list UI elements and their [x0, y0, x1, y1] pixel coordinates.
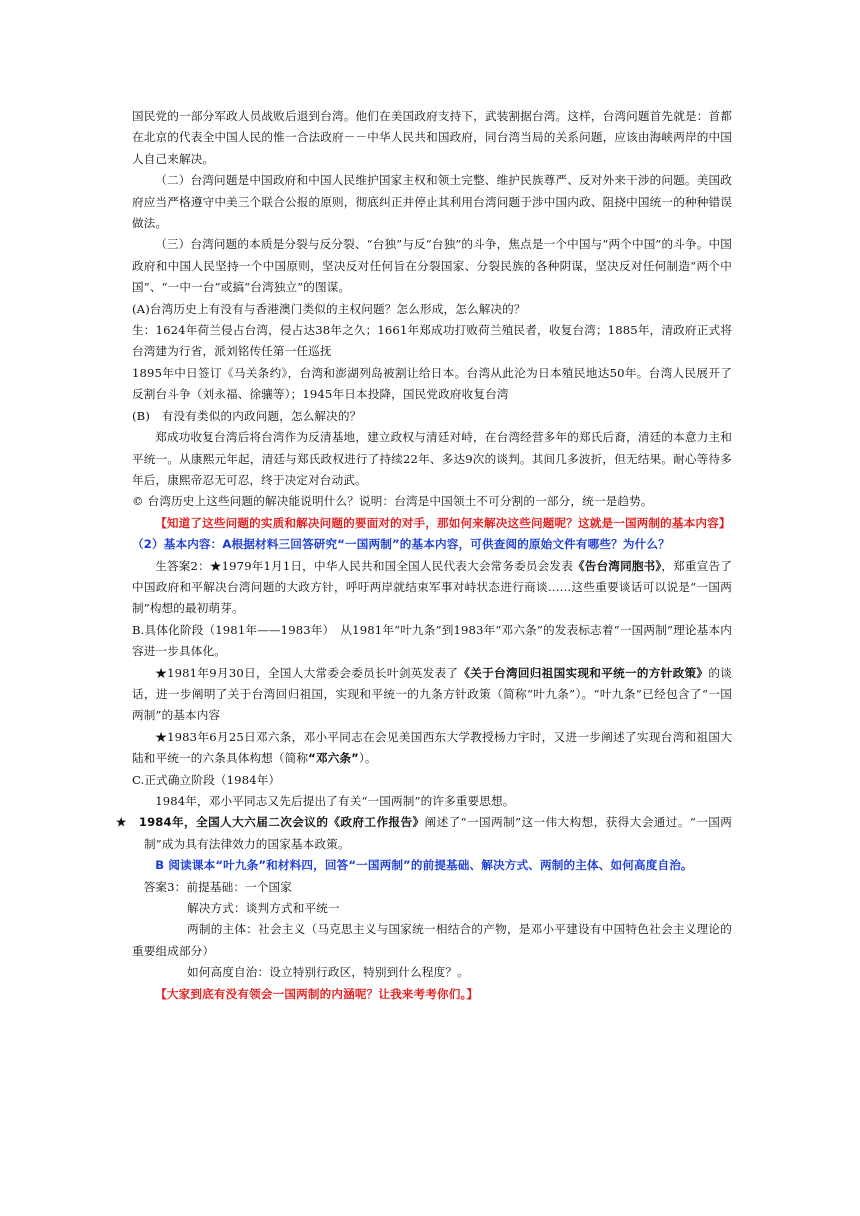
document-page: [116, 106, 732, 1005]
doc-title-letter: 《告台湾同胞书》: [572, 558, 662, 573]
answer-3-method: 解决方式：谈判方式和平统一: [187, 901, 340, 916]
report-lead: 1984年，全国人大六届二次会议的: [138, 815, 329, 830]
deng-lead: ★1983年6月25日邓六条，邓小平同志在会见美国西东大学教授杨力宇时，又进一步阐述了实现台湾和祖国大陆和平统一的六条具体构想（简称: [132, 729, 732, 766]
teacher-note-red-1: 【知道了这些问题的实质和解决问题的要面对的对手，那如何来解决这些问题呢？这就是一国两制的基本内容】: [155, 515, 731, 530]
student-answer-history: 生：1624年荷兰侵占台湾，侵占达38年之久；1661年郑成功打败荷兰殖民者，收复台湾；1885年，清政府正式将台湾建为行省，派刘铭传任第一任巡抚: [132, 323, 732, 359]
answer-3-subject: 两制的主体：社会主义（马克思主义与国家统一相结合的产物，是邓小平建设有中国特色社会主义理论的重要组成部分）: [132, 922, 732, 958]
answer-2: [132, 556, 732, 620]
star-icon: ★: [116, 815, 127, 830]
doc-title-policy: 《关于台湾回归祖国实现和平统一的方针政策》: [458, 665, 709, 680]
answer-2-lead: 生答案2：★1979年1月1日，中华人民共和国全国人民代表大会常务委员会发表: [155, 558, 573, 573]
question-b: (B) 有没有类似的内政问题，怎么解决的？: [132, 408, 362, 423]
paragraph-point-two: （二）台湾问题是中国政府和中国人民维护国家主权和领土完整、维护民族尊严、反对外来干涉的问题。美国政府应当严格遵守中美三个联合公报的原则，彻底纠正并停止其利用台湾问题于涉中国内政、阻挠中国统一的种种错误做法。: [132, 173, 732, 231]
stage-c: C.正式确立阶段（1984年）: [132, 772, 281, 787]
paragraph-taiwan-origin: 国民党的一部分军政人员战败后退到台湾。他们在美国政府支持下，武装割据台湾。这样，台湾问题首先就是：首都在北京的代表全中国人民的惟一合法政府－－中华人民共和国政府，同台湾当局的关系问题，应该由海峡两岸的中国人自己来解决。: [132, 109, 732, 166]
paragraph-treaty-1895: 1895年中日签订《马关条约》，台湾和澎湖列岛被割让给日本。台湾从此沦为日本殖民地达50年。台湾人民展开了反割台斗争（刘永福、徐骧等）；1945年日本投降，国民党政府收复台湾: [132, 365, 732, 402]
ye-lead: ★1981年9月30日，全国人大常委会委员长叶剑英发表了: [155, 665, 459, 680]
deng-six-label: “邓六条”: [308, 751, 359, 766]
section-basic-content: （2）基本内容：A根据材料三回答研究“一国两制”的基本内容，可供查阅的原始文件有哪些？为什么？: [132, 537, 670, 552]
report-rest: 阐述了“一国两制”这一伟大构想，获得大会通过。“一国两制”成为具有法律效力的国家基本政策。: [144, 815, 732, 851]
ye-rest: 的谈话，进一步阐明了关于台湾回归祖国，实现和平统一的九条方针政策（简称“叶九条”）。“叶九条”已经包含了“一国两制”的基本内容: [132, 665, 732, 723]
question-c: © 台湾历史上这些问题的解决能说明什么？说明：台湾是中国领土不可分割的一部分，统一是趋势。: [132, 494, 653, 509]
answer-2-rest: ，郑重宣告了中国政府和平解决台湾问题的大政方针，呼吁两岸就结束军事对峙状态进行商谈……这些重要谈话可以说是“一国两制”构想的最初萌芽。: [132, 558, 732, 616]
deng-six-points: [132, 727, 732, 770]
ye-nine-points: [132, 663, 732, 727]
deng-rest: ）。: [358, 751, 377, 766]
question-b-reading: B 阅读课本“叶九条”和材料四，回答“一国两制”的前提基础、解决方式、两制的主体、如何高度自治。: [155, 858, 693, 873]
question-a: (A)台湾历史上有没有与香港澳门类似的主权问题？怎么形成，怎么解决的？: [132, 301, 526, 316]
paragraph-1984-report: [116, 812, 732, 855]
doc-title-report: 《政府工作报告》: [328, 815, 425, 830]
paragraph-point-three: （三）台湾问题的本质是分裂与反分裂、“台独”与反“台独”的斗争，焦点是一个中国与“两个中国”的斗争。中国政府和中国人民坚持一个中国原则，坚决反对任何旨在分裂国家、分裂民族的各种阴谋，坚决反对任何制造“两个中国”、“一中一台”或搞“台湾独立”的图谋。: [132, 237, 732, 295]
teacher-note-red-2: 【大家到底有没有领会一国两制的内涵呢？让我来考考你们。】: [155, 986, 479, 1001]
paragraph-1984-deng: 1984年，邓小平同志又先后提出了有关“一国两制”的许多重要思想。: [155, 794, 515, 808]
stage-b: B.具体化阶段（1981年——1983年） 从1981年“叶九条”到1983年“邓六条”的发表标志着“一国两制”理论基本内容进一步具体化。: [132, 622, 732, 659]
answer-3: 答案3：前提基础：一个国家: [143, 879, 293, 894]
answer-3-autonomy: 如何高度自治：设立特别行政区，特别到什么程度？。: [187, 965, 469, 980]
paragraph-zheng-qing: 郑成功收复台湾后将台湾作为反清基地，建立政权与清廷对峙，在台湾经营多年的郑氏后裔，清廷的本意力主和平统一。从康熙元年起，清廷与郑氏政权进行了持续22年、多达9次的谈判。其间几多波折，但无结果。耐心等待多年后，康熙帝忍无可忍，终于决定对台动武。: [132, 430, 732, 487]
